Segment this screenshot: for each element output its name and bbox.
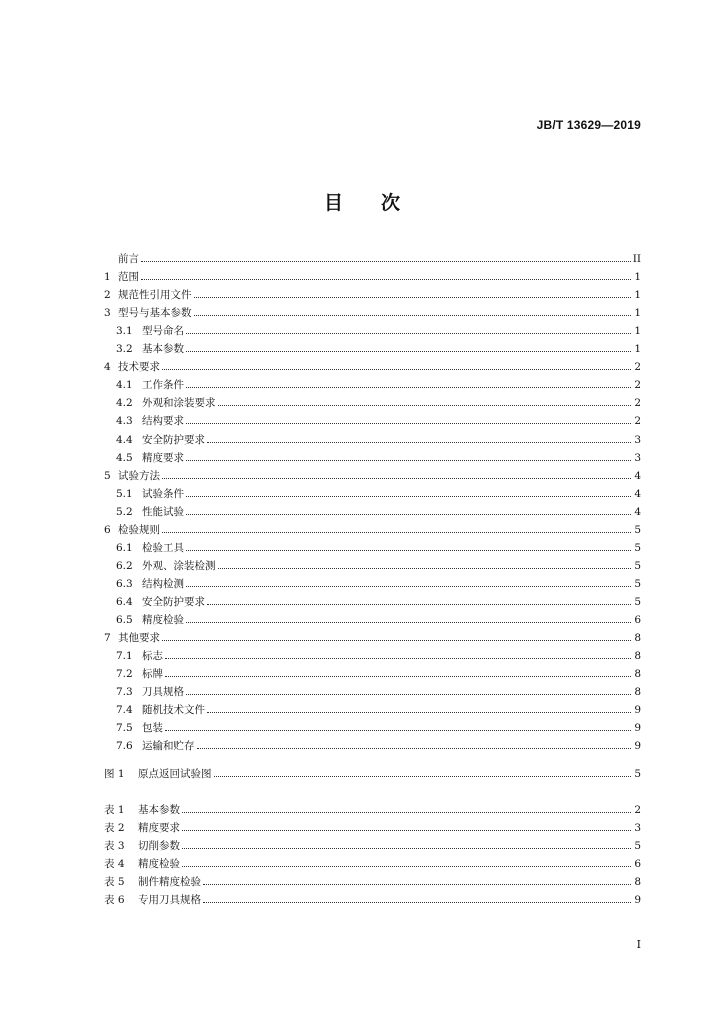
toc-entry-page: 1 bbox=[634, 271, 641, 283]
toc-entry-number: 2 bbox=[104, 289, 111, 301]
toc-entry-label bbox=[104, 523, 160, 537]
toc-entry[interactable] bbox=[104, 449, 641, 465]
toc-entry-title: 切削参数 bbox=[138, 840, 180, 852]
dot-leader bbox=[165, 675, 631, 677]
toc-entry-label bbox=[104, 559, 216, 573]
toc-entry-label bbox=[104, 739, 195, 753]
dot-leader bbox=[141, 260, 631, 262]
toc-entry-label bbox=[104, 414, 184, 428]
toc-entry[interactable] bbox=[104, 340, 641, 356]
toc-entry-title: 外观、涂装检测 bbox=[142, 560, 216, 572]
dot-leader bbox=[203, 901, 631, 903]
toc-entry-number: 4.1 bbox=[116, 379, 133, 391]
toc-entry-number: 6.5 bbox=[116, 614, 133, 626]
dot-leader bbox=[182, 865, 631, 867]
toc-entry-page: 1 bbox=[634, 343, 641, 355]
toc-entry-title: 基本参数 bbox=[138, 804, 180, 816]
toc-entry-page: 6 bbox=[634, 614, 641, 626]
dot-leader bbox=[182, 811, 631, 813]
toc-entry-title: 包装 bbox=[142, 722, 163, 734]
toc-entry-title: 标志 bbox=[142, 650, 163, 662]
toc-entry-page: 5 bbox=[634, 768, 641, 780]
toc-entry-page: 3 bbox=[634, 434, 641, 446]
toc-entry[interactable] bbox=[104, 891, 641, 907]
toc-entry-title: 运输和贮存 bbox=[142, 740, 195, 752]
dot-leader bbox=[186, 585, 631, 587]
page-title bbox=[0, 188, 724, 215]
toc-entry-label bbox=[104, 631, 160, 645]
toc-entry-label bbox=[104, 685, 184, 699]
toc-entry-label bbox=[104, 649, 163, 663]
toc-entry-label bbox=[104, 667, 163, 681]
toc-entry[interactable] bbox=[104, 701, 641, 717]
toc-entry[interactable] bbox=[104, 629, 641, 645]
toc-entry-number: 7 bbox=[104, 632, 111, 644]
toc-entry-label bbox=[104, 487, 184, 501]
toc-entry[interactable] bbox=[104, 593, 641, 609]
toc-entry-number: 4.5 bbox=[116, 452, 133, 464]
toc-entry-title: 其他要求 bbox=[118, 632, 160, 644]
toc-entry-number: 表 6 bbox=[104, 894, 125, 906]
dot-leader bbox=[218, 567, 632, 569]
toc-entry-title: 性能试验 bbox=[142, 506, 184, 518]
toc-entry-page: 3 bbox=[634, 452, 641, 464]
standard-code: JB/T 13629—2019 bbox=[536, 118, 641, 132]
dot-leader bbox=[207, 711, 631, 713]
toc-entry-number: 表 1 bbox=[104, 804, 125, 816]
dot-leader bbox=[162, 368, 631, 370]
toc-entry[interactable] bbox=[104, 665, 641, 681]
toc-entry-page: 9 bbox=[634, 722, 641, 734]
toc-entry-label bbox=[104, 469, 160, 483]
toc-entry-label bbox=[104, 306, 192, 320]
toc-entry-page: 8 bbox=[634, 668, 641, 680]
toc-entry-label bbox=[104, 893, 201, 907]
toc-entry-number: 7.2 bbox=[116, 668, 133, 680]
toc-entry-title: 结构检测 bbox=[142, 578, 184, 590]
toc-entry[interactable] bbox=[104, 683, 641, 699]
toc-entry-page: 1 bbox=[634, 307, 641, 319]
dot-leader bbox=[186, 621, 631, 623]
toc-entry-number bbox=[104, 252, 118, 266]
toc-entry-title: 检验规则 bbox=[118, 524, 160, 536]
toc-entry-page: 9 bbox=[634, 704, 641, 716]
toc-entry-page: 2 bbox=[634, 804, 641, 816]
toc-entry-number: 6.4 bbox=[116, 596, 133, 608]
dot-leader bbox=[186, 332, 631, 334]
toc-entry-title: 精度检验 bbox=[142, 614, 184, 626]
toc-entry-label bbox=[104, 324, 184, 338]
dot-leader bbox=[203, 883, 631, 885]
toc-entry-label bbox=[104, 288, 192, 302]
toc-entry-label bbox=[104, 577, 184, 591]
toc-entry-title: 安全防护要求 bbox=[142, 596, 205, 608]
toc-entry-label bbox=[104, 857, 180, 871]
toc-entry-label bbox=[104, 803, 180, 817]
toc-entry-number: 3.2 bbox=[116, 343, 133, 355]
toc-entry-title: 检验工具 bbox=[142, 542, 184, 554]
dot-leader bbox=[186, 693, 631, 695]
toc-entry-label bbox=[104, 505, 184, 519]
toc-entry-number: 4 bbox=[104, 361, 111, 373]
toc-entry-page: 8 bbox=[634, 632, 641, 644]
dot-leader bbox=[186, 513, 631, 515]
toc-entry-page: 8 bbox=[634, 876, 641, 888]
dot-leader bbox=[182, 847, 631, 849]
dot-leader bbox=[162, 531, 631, 533]
toc-entry[interactable] bbox=[104, 855, 641, 871]
toc-entry[interactable] bbox=[104, 647, 641, 663]
toc-entry-page: 1 bbox=[634, 325, 641, 337]
toc-entry[interactable] bbox=[104, 575, 641, 591]
toc-entry[interactable] bbox=[104, 250, 641, 266]
toc-entry-title: 原点返回试验图 bbox=[138, 768, 212, 780]
toc-entry-number: 3 bbox=[104, 307, 111, 319]
toc-entry-title: 规范性引用文件 bbox=[118, 289, 192, 301]
toc-entry[interactable] bbox=[104, 322, 641, 338]
dot-leader bbox=[186, 459, 631, 461]
toc-entry-title: 范围 bbox=[118, 271, 139, 283]
toc-entry-page: 2 bbox=[634, 379, 641, 391]
toc-entry-number: 表 2 bbox=[104, 822, 125, 834]
toc-entry-page: 2 bbox=[634, 397, 641, 409]
toc-entry-label bbox=[104, 541, 184, 555]
page-number: I bbox=[636, 938, 641, 951]
toc-entry[interactable] bbox=[104, 801, 641, 817]
toc-entry-label bbox=[104, 595, 205, 609]
dot-leader bbox=[214, 775, 632, 777]
toc-entry[interactable] bbox=[104, 286, 641, 302]
toc-entry-number: 6.1 bbox=[116, 542, 133, 554]
toc-entry-page: 4 bbox=[634, 470, 641, 482]
toc-entry-title: 前言 bbox=[118, 253, 139, 265]
toc-entry-title: 型号命名 bbox=[142, 325, 184, 337]
toc-entry-number: 1 bbox=[104, 271, 111, 283]
dot-leader bbox=[162, 639, 631, 641]
toc-entry-page: 5 bbox=[634, 542, 641, 554]
dot-leader bbox=[207, 441, 631, 443]
toc-entry-page: 4 bbox=[634, 488, 641, 500]
title-char-1: 目 bbox=[323, 192, 343, 214]
dot-leader bbox=[194, 296, 632, 298]
toc-entry-title: 试验方法 bbox=[118, 470, 160, 482]
title-char-2: 次 bbox=[381, 192, 401, 214]
toc-entry-page: 8 bbox=[634, 650, 641, 662]
toc-entry-number: 7.4 bbox=[116, 704, 133, 716]
toc-entry[interactable] bbox=[104, 611, 641, 627]
toc-entry-title: 专用刀具规格 bbox=[138, 894, 201, 906]
toc-entry-title: 基本参数 bbox=[142, 343, 184, 355]
toc-entry[interactable] bbox=[104, 819, 641, 835]
dot-leader bbox=[182, 829, 631, 831]
toc-entry-label bbox=[104, 767, 212, 781]
toc-entry-page: 5 bbox=[634, 840, 641, 852]
dot-leader bbox=[186, 386, 631, 388]
toc-entry-page: 2 bbox=[634, 415, 641, 427]
toc-entry-page: 2 bbox=[634, 361, 641, 373]
toc-entry[interactable] bbox=[104, 719, 641, 735]
toc-entry-page: 5 bbox=[634, 578, 641, 590]
toc-entry[interactable] bbox=[104, 268, 641, 284]
toc-entry[interactable] bbox=[104, 503, 641, 519]
toc-entry-page: 5 bbox=[634, 560, 641, 572]
dot-leader bbox=[186, 350, 631, 352]
toc-entry-number: 6.3 bbox=[116, 578, 133, 590]
toc-entry-number: 6.2 bbox=[116, 560, 133, 572]
toc-entry-number: 3.1 bbox=[116, 325, 133, 337]
toc-entry-label bbox=[104, 342, 184, 356]
toc-entry-page: 9 bbox=[634, 740, 641, 752]
toc-entry-title: 技术要求 bbox=[118, 361, 160, 373]
toc-entry-title: 结构要求 bbox=[142, 415, 184, 427]
toc-entry-label bbox=[104, 721, 163, 735]
toc-entry-label bbox=[104, 360, 160, 374]
toc-entry-title: 精度检验 bbox=[138, 858, 180, 870]
toc-entry[interactable] bbox=[104, 765, 641, 781]
toc-entry-label bbox=[104, 433, 205, 447]
dot-leader bbox=[165, 657, 631, 659]
dot-leader bbox=[141, 278, 631, 280]
toc-entry-page: II bbox=[632, 253, 641, 265]
toc-entry-label bbox=[104, 396, 216, 410]
toc-entry-number: 表 3 bbox=[104, 840, 125, 852]
toc-entry-page: 5 bbox=[634, 524, 641, 536]
toc-entry[interactable] bbox=[104, 521, 641, 537]
toc-entry-title: 外观和涂装要求 bbox=[142, 397, 216, 409]
toc-entry[interactable] bbox=[104, 837, 641, 853]
toc-entry-title: 精度要求 bbox=[142, 452, 184, 464]
toc-entry-title: 标牌 bbox=[142, 668, 163, 680]
dot-leader bbox=[186, 422, 631, 424]
toc-entry-number: 表 5 bbox=[104, 876, 125, 888]
dot-leader bbox=[186, 549, 631, 551]
toc-entry-number: 图 1 bbox=[104, 768, 125, 780]
toc-entry-number: 7.6 bbox=[116, 740, 133, 752]
toc-entry[interactable] bbox=[104, 376, 641, 392]
toc-entry-number: 4.3 bbox=[116, 415, 133, 427]
toc-entry[interactable] bbox=[104, 412, 641, 428]
toc-entry-number: 5.1 bbox=[116, 488, 133, 500]
dot-leader bbox=[197, 747, 632, 749]
toc-entry-title: 试验条件 bbox=[142, 488, 184, 500]
toc-entry-label bbox=[104, 703, 205, 717]
toc-entry-label bbox=[104, 875, 201, 889]
toc-entry-title: 精度要求 bbox=[138, 822, 180, 834]
dot-leader bbox=[162, 477, 631, 479]
toc-entry[interactable] bbox=[104, 485, 641, 501]
toc-entry[interactable] bbox=[104, 737, 641, 753]
toc-entry-number: 5 bbox=[104, 470, 111, 482]
toc-entry-number: 表 4 bbox=[104, 858, 125, 870]
toc-entry-page: 6 bbox=[634, 858, 641, 870]
dot-leader bbox=[218, 404, 632, 406]
toc-entry-number: 7.5 bbox=[116, 722, 133, 734]
toc-entry-page: 5 bbox=[634, 596, 641, 608]
toc-entry-title: 随机技术文件 bbox=[142, 704, 205, 716]
dot-leader bbox=[207, 603, 631, 605]
dot-leader bbox=[194, 314, 632, 316]
toc-entry-page: 3 bbox=[634, 822, 641, 834]
toc-entry-title: 工作条件 bbox=[142, 379, 184, 391]
toc-entry-title: 安全防护要求 bbox=[142, 434, 205, 446]
toc-entry-label bbox=[104, 252, 139, 266]
dot-leader bbox=[165, 729, 631, 731]
toc-entry-label bbox=[104, 451, 184, 465]
toc-entry-label bbox=[104, 613, 184, 627]
toc-entry[interactable] bbox=[104, 539, 641, 555]
toc-entry-number: 4.2 bbox=[116, 397, 133, 409]
toc-entry-label bbox=[104, 378, 184, 392]
toc-entry-number: 7.3 bbox=[116, 686, 133, 698]
toc-entry-label bbox=[104, 821, 180, 835]
toc-entry-page: 9 bbox=[634, 894, 641, 906]
toc-entry[interactable] bbox=[104, 358, 641, 374]
toc-entry-title: 型号与基本参数 bbox=[118, 307, 192, 319]
toc-entry-number: 4.4 bbox=[116, 434, 133, 446]
toc-entry-title: 刀具规格 bbox=[142, 686, 184, 698]
toc-entry-label bbox=[104, 839, 180, 853]
toc-entry[interactable] bbox=[104, 394, 641, 410]
toc-entry-number: 6 bbox=[104, 524, 111, 536]
toc-entry-page: 4 bbox=[634, 506, 641, 518]
toc-entry[interactable] bbox=[104, 467, 641, 483]
toc-entry-title: 制件精度检验 bbox=[138, 876, 201, 888]
toc-entry[interactable] bbox=[104, 557, 641, 573]
toc-entry-page: 1 bbox=[634, 289, 641, 301]
toc-entry[interactable] bbox=[104, 304, 641, 320]
toc-entry[interactable] bbox=[104, 873, 641, 889]
toc-entry-label bbox=[104, 270, 139, 284]
toc-entry-number: 5.2 bbox=[116, 506, 133, 518]
dot-leader bbox=[186, 495, 631, 497]
toc-entry[interactable] bbox=[104, 431, 641, 447]
toc-entry-number: 7.1 bbox=[116, 650, 133, 662]
toc-entry-page: 8 bbox=[634, 686, 641, 698]
